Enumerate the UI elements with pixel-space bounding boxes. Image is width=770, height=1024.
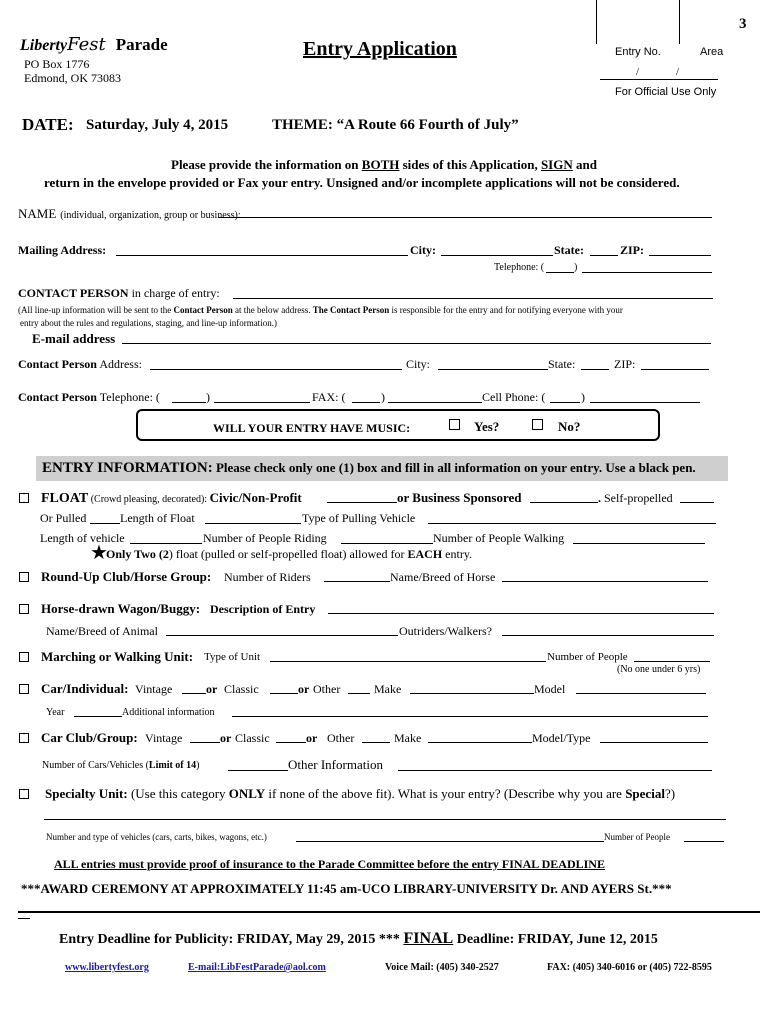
carclub-number-field[interactable] <box>228 770 288 771</box>
float-self-row <box>598 491 673 506</box>
carclub-other-field[interactable] <box>362 742 390 743</box>
carclub-num-a: Number of Cars/Vehicles ( <box>42 760 149 771</box>
car-checkbox[interactable] <box>19 684 29 694</box>
contact-row <box>18 286 220 301</box>
contact-address-field[interactable] <box>150 369 402 370</box>
telephone-close: ) <box>574 262 578 273</box>
car-model-field[interactable] <box>576 693 706 694</box>
logo-fest: Fest <box>67 34 106 55</box>
logo-parade: Parade <box>115 35 168 54</box>
carclub-label: Car Club/Group: <box>41 730 138 745</box>
roundup-breed-label: Name/Breed of Horse <box>390 570 496 584</box>
section-divider <box>18 911 760 913</box>
contact-field[interactable] <box>233 298 713 299</box>
marching-note: (No one under 6 yrs) <box>617 664 701 675</box>
music-question: WILL YOUR ENTRY HAVE MUSIC: <box>213 421 411 435</box>
wagon-breed-field[interactable] <box>166 635 398 636</box>
music-yes-label: Yes? <box>474 419 500 434</box>
contact-tel-close: ) <box>206 390 210 404</box>
carclub-limit: Limit of 14 <box>148 760 197 771</box>
only-two-a: Only Two ( <box>106 547 163 561</box>
contact-address-row <box>18 357 142 372</box>
float-self-field[interactable] <box>680 502 714 503</box>
star-icon: ★ <box>90 542 108 564</box>
wagon-checkbox[interactable] <box>19 604 29 614</box>
deadline-final-date: Deadline: FRIDAY, June 12, 2015 <box>453 932 658 947</box>
cell-label: Cell Phone: ( <box>482 390 546 404</box>
mailing-address-field[interactable] <box>116 255 408 256</box>
mailing-state-label: State: <box>554 243 584 257</box>
carclub-or-1: or <box>220 731 232 745</box>
music-no-label: No? <box>558 419 581 434</box>
footer-voice: Voice Mail: (405) 340-2527 <box>385 962 499 973</box>
roundup-riders-label: Number of Riders <box>224 570 311 584</box>
contact-zip-label: ZIP: <box>614 357 636 371</box>
carclub-num-c: ) <box>196 760 200 771</box>
cell-area-field[interactable] <box>550 402 580 403</box>
car-vintage-field[interactable] <box>182 693 206 694</box>
cell-close: ) <box>581 390 585 404</box>
carclub-number-row <box>42 760 199 771</box>
marching-checkbox[interactable] <box>19 652 29 662</box>
music-no-checkbox[interactable] <box>532 419 543 430</box>
marching-people-label: Number of People <box>547 651 628 663</box>
specialty-only: ONLY <box>228 786 266 801</box>
address-line-1: PO Box 1776 <box>24 57 90 71</box>
page-number: 3 <box>739 16 747 32</box>
wagon-outriders-label: Outriders/Walkers? <box>399 624 492 638</box>
note-e: is responsible for the entry and for notifying everyone with your <box>389 305 623 315</box>
only-two-b: 2 <box>162 547 169 561</box>
award-ceremony: ***AWARD CEREMONY AT APPROXIMATELY 11:45 am-UCO LIBRARY-UNIVERSITY Dr. AND AYERS St.*** <box>21 881 672 896</box>
telephone-label: Telephone: ( <box>494 262 545 273</box>
address-line-2: Edmond, OK 73083 <box>24 71 121 85</box>
cell-field[interactable] <box>590 402 700 403</box>
website-link[interactable]: www.libertyfest.org <box>65 962 149 973</box>
car-make-label: Make <box>374 682 402 696</box>
specialty-number-type-field[interactable] <box>296 841 604 842</box>
carclub-make-label: Make <box>394 731 422 745</box>
contact-zip-field[interactable] <box>641 369 709 370</box>
marching-label: Marching or Walking Unit: <box>41 649 194 664</box>
name-hint: (individual, organization, group or business): <box>60 210 241 221</box>
float-pulled-field[interactable] <box>90 523 120 524</box>
specialty-row <box>45 786 675 802</box>
email-label: E-mail address <box>32 331 116 346</box>
car-model-label: Model <box>534 682 566 696</box>
contact-address-rest: Address: <box>96 357 142 371</box>
contact-address-label: Contact Person <box>18 357 97 371</box>
car-additional-label: Additional information <box>122 707 215 718</box>
contact-tel-field[interactable] <box>214 402 310 403</box>
car-or-1: or <box>206 682 218 696</box>
only-two-c: ) float (pulled or self-propelled float) allowed for <box>168 547 408 561</box>
deadline <box>59 930 658 948</box>
float-business-field[interactable] <box>530 502 598 503</box>
email-link[interactable]: E-mail:LibFestParade@aol.com <box>188 962 326 973</box>
name-row <box>18 205 241 223</box>
carclub-model-label: Model/Type <box>532 731 591 745</box>
footer-fax: FAX: (405) 340-6016 or (405) 722-8595 <box>547 962 712 973</box>
entry-info-text <box>42 460 696 477</box>
contact-city-field[interactable] <box>438 369 548 370</box>
specialty-c: if none of the above fit). What is your entry? (Describe why you are <box>265 786 626 801</box>
contact-rest: in charge of entry: <box>128 286 220 300</box>
wagon-label: Horse-drawn Wagon/Buggy: <box>41 601 201 616</box>
divider-stub <box>18 918 30 919</box>
footer-website[interactable] <box>65 962 149 973</box>
entry-info-instructions: Please check only one (1) box and fill in all information on your entry. Use a black pen. <box>212 460 696 475</box>
carclub-classic-label: Classic <box>235 731 270 745</box>
fax-label: FAX: ( <box>312 390 346 404</box>
specialty-label: Specialty Unit: <box>45 786 128 801</box>
mailing-state-field[interactable] <box>590 255 618 256</box>
float-civic: Civic/Non-Profit <box>209 490 302 505</box>
specialty-number-type-label: Number and type of vehicles (cars, carts, bikes, wagons, etc.) <box>46 832 267 842</box>
marching-type-field[interactable] <box>270 661 546 662</box>
float-self-label: Self-propelled <box>601 491 673 505</box>
official-slash-1: / <box>636 66 640 78</box>
car-additional-field[interactable] <box>232 716 708 717</box>
deadline-publicity: Entry Deadline for Publicity: FRIDAY, May 29, 2015 *** <box>59 932 404 947</box>
specialty-people-label: Number of People <box>604 832 670 842</box>
fax-area-field[interactable] <box>352 402 380 403</box>
carclub-checkbox[interactable] <box>19 733 29 743</box>
float-business-label: or Business Sponsored <box>397 490 522 505</box>
telephone-field[interactable] <box>582 272 712 273</box>
carclub-other-label: Other <box>327 731 355 745</box>
contact-tel-area-field[interactable] <box>172 402 206 403</box>
date-label: DATE: <box>22 115 74 134</box>
carclub-vintage-field[interactable] <box>190 742 220 743</box>
form-title: Entry Application <box>303 38 457 60</box>
car-vintage-label: Vintage <box>135 682 173 696</box>
wagon-desc-field[interactable] <box>328 613 714 614</box>
fax-field[interactable] <box>388 402 482 403</box>
float-dot: . <box>598 491 601 505</box>
logo-liberty: Liberty <box>20 37 68 54</box>
roundup-label: Round-Up Club/Horse Group: <box>41 569 212 584</box>
float-row-1 <box>41 490 302 507</box>
mailing-zip-field[interactable] <box>649 255 711 256</box>
name-label: NAME <box>18 206 57 221</box>
insurance-note: ALL entries must provide proof of insurance to the Parade Committee before the entry FINAL DEADLINE <box>54 857 605 871</box>
float-checkbox[interactable] <box>19 493 29 503</box>
contact-tel-rest: Telephone: ( <box>96 390 160 404</box>
official-line <box>600 79 718 80</box>
instr-text-c: sides of this Application, <box>399 157 541 172</box>
official-divider-right <box>679 0 680 44</box>
float-riding-label: Number of People Riding <box>203 531 327 545</box>
carclub-vintage-label: Vintage <box>145 731 183 745</box>
contact-state-label: State: <box>548 357 576 371</box>
carclub-make-field[interactable] <box>428 742 532 743</box>
contact-tel-row <box>18 390 160 405</box>
float-riding-field[interactable] <box>341 543 433 544</box>
fax-close: ) <box>381 390 385 404</box>
car-classic-label: Classic <box>224 682 259 696</box>
specialty-a: (Use this category <box>127 786 229 801</box>
note-a: (All line-up information will be sent to the <box>18 305 174 315</box>
email-field[interactable] <box>122 343 711 344</box>
car-classic-field[interactable] <box>270 693 298 694</box>
mailing-city-label: City: <box>410 243 436 257</box>
carclub-or-2: or <box>306 731 318 745</box>
float-hint: (Crowd pleasing, decorated): <box>88 494 210 505</box>
specialty-special: Special <box>625 786 665 801</box>
specialty-people-field[interactable] <box>684 841 724 842</box>
official-divider-left <box>596 0 597 44</box>
instr-both: BOTH <box>361 157 400 172</box>
car-or-2: or <box>298 682 310 696</box>
instr-sign: SIGN <box>540 157 573 172</box>
carclub-other-info-label: Other Information <box>288 757 383 772</box>
float-pull-type-field[interactable] <box>428 523 716 524</box>
carclub-classic-field[interactable] <box>276 742 306 743</box>
car-other-label: Other <box>313 682 341 696</box>
float-vehicle-length-field[interactable] <box>130 543 202 544</box>
specialty-describe-field[interactable] <box>44 819 726 820</box>
date-value: Saturday, July 4, 2015 <box>86 117 229 133</box>
carclub-model-field[interactable] <box>600 742 708 743</box>
contact-note-1 <box>18 305 623 315</box>
roundup-breed-field[interactable] <box>502 581 708 582</box>
car-year-field[interactable] <box>74 716 122 717</box>
contact-tel-label: Contact Person <box>18 390 97 404</box>
official-use-label: For Official Use Only <box>615 86 717 98</box>
telephone-area-field[interactable] <box>546 272 574 273</box>
only-two-e: entry. <box>442 547 473 561</box>
libertyfest-logo <box>20 34 168 55</box>
deadline-final: FINAL <box>403 930 454 947</box>
roundup-checkbox[interactable] <box>19 572 29 582</box>
wagon-outriders-field[interactable] <box>502 635 714 636</box>
float-pull-type-label: Type of Pulling Vehicle <box>302 511 416 525</box>
mailing-zip-label: ZIP: <box>620 243 644 257</box>
area-label: Area <box>700 46 724 58</box>
note-d: The Contact Person <box>312 305 390 315</box>
footer-email[interactable] <box>188 962 326 973</box>
specialty-checkbox[interactable] <box>19 789 29 799</box>
contact-city-label: City: <box>406 357 431 371</box>
instr-text-a: Please provide the information on <box>171 157 362 172</box>
car-year-label: Year <box>46 707 65 718</box>
float-civic-field[interactable] <box>327 502 397 503</box>
specialty-e: ?) <box>664 786 676 801</box>
marching-people-field[interactable] <box>634 661 710 662</box>
car-make-field[interactable] <box>410 693 534 694</box>
carclub-other-info-field[interactable] <box>398 770 712 771</box>
music-yes-checkbox[interactable] <box>449 419 460 430</box>
float-label: FLOAT <box>41 491 89 506</box>
theme: THEME: “A Route 66 Fourth of July” <box>272 117 519 133</box>
note-b: Contact Person <box>173 305 233 315</box>
contact-state-field[interactable] <box>581 369 609 370</box>
mailing-label: Mailing Address: <box>18 243 107 257</box>
float-vehicle-length-label: Length of vehicle <box>40 531 125 545</box>
float-pulled-label: Or Pulled <box>40 511 87 525</box>
instructions-line-2: return in the envelope provided or Fax your entry. Unsigned and/or incomplete applications will not be considered. <box>44 175 680 190</box>
contact-label: CONTACT PERSON <box>18 286 129 300</box>
float-walking-label: Number of People Walking <box>433 531 565 545</box>
name-field[interactable] <box>218 217 712 218</box>
instructions-line-1 <box>171 157 597 173</box>
float-walking-field[interactable] <box>573 543 705 544</box>
official-slash-2: / <box>676 66 680 78</box>
float-length-field[interactable] <box>205 523 301 524</box>
float-only-two <box>106 547 472 562</box>
contact-note-2: entry about the rules and regulations, staging, and line-up information.) <box>20 318 277 328</box>
car-label: Car/Individual: <box>41 681 129 696</box>
marching-type-label: Type of Unit <box>204 651 261 663</box>
mailing-city-field[interactable] <box>441 255 553 256</box>
float-length-label: Length of Float <box>120 511 195 525</box>
entry-info-label: ENTRY INFORMATION: <box>42 460 213 476</box>
only-two-d: EACH <box>407 547 443 561</box>
roundup-riders-field[interactable] <box>324 581 390 582</box>
wagon-breed-label: Name/Breed of Animal <box>46 624 158 638</box>
note-c: at the below address. <box>232 305 313 315</box>
car-other-field[interactable] <box>348 693 370 694</box>
instr-text-e: and <box>572 157 597 172</box>
wagon-desc-label: Description of Entry <box>210 602 316 616</box>
entry-no-label: Entry No. <box>615 46 661 58</box>
